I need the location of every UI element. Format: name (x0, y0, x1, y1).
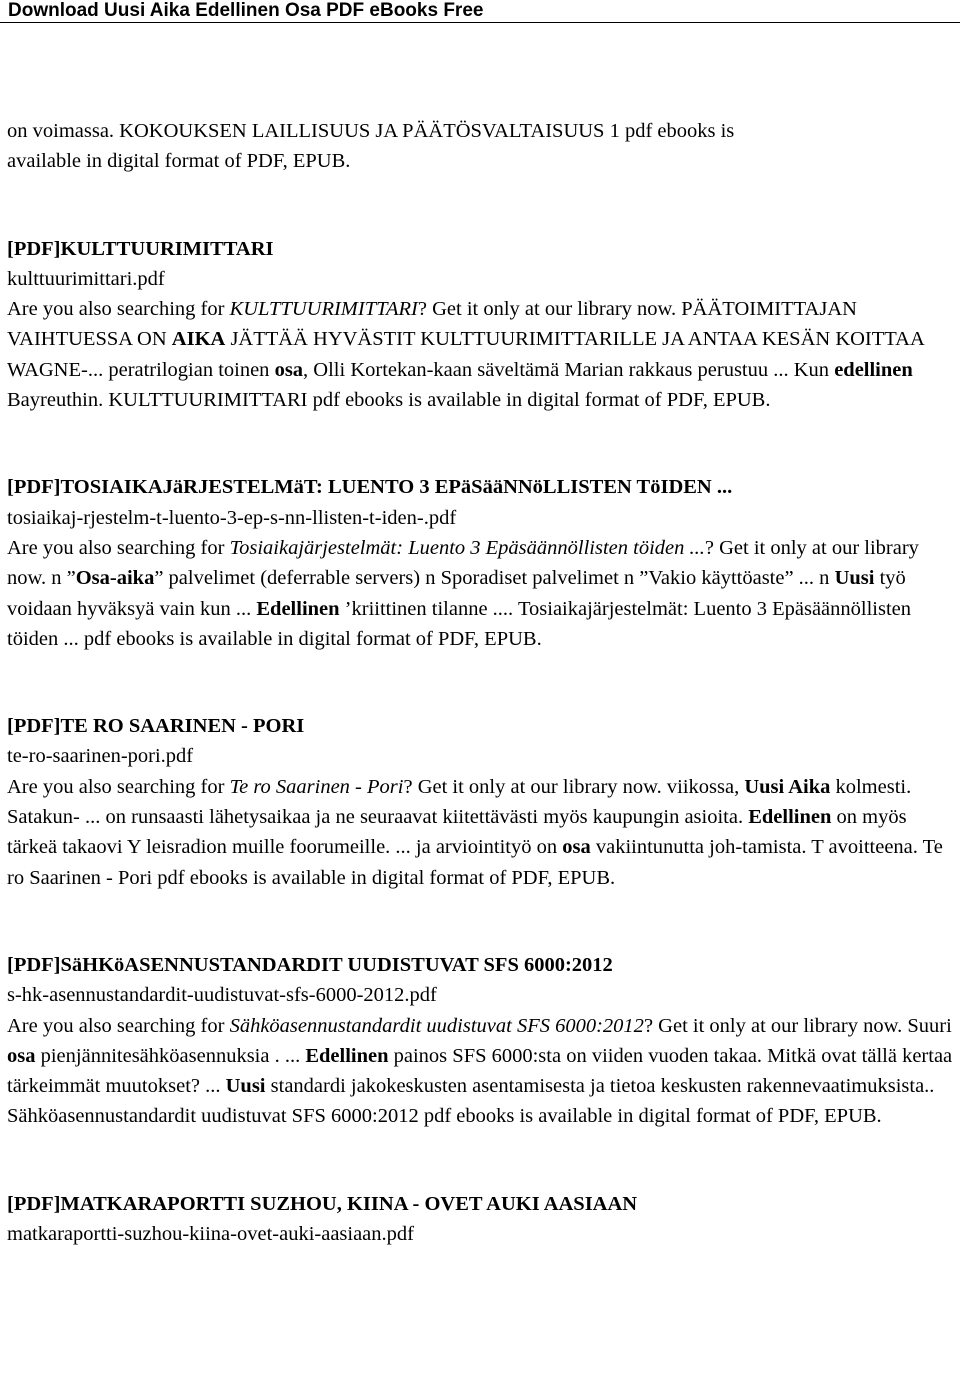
intro-line-1: on voimassa. KOKOUKSEN LAILLISUUS JA PÄÄTÖSVALTAISUUS 1 pdf ebooks is (7, 120, 735, 142)
entry-description: Are you also searching for Tosiaikajärjestelmät: Luento 3 Epäsäännöllisten töiden ...? Get it only at our library now. n ”Osa-aika” palvelimet (deferrable servers) n Sporadiset palvelimet n ”Vakio käyttöaste” ... n Uusi työ voidaan hyväksyä vain kun ... Edellinen ’kriittinen tilanne .... Tosiaikajärjestelmät: Luento 3 Epäsäännöllisten töiden ... pdf ebooks is available in digital format of PDF, EPUB. (7, 536, 919, 650)
search-term: KULTTUURIMITTARI (229, 298, 418, 321)
entry-title[interactable]: [PDF]SäHKöASENNUSTANDARDIT UUDISTUVAT SFS 6000:2012 (7, 953, 613, 976)
entry-filename: te-ro-saarinen-pori.pdf (7, 745, 194, 768)
entry-description: Are you also searching for Te ro Saarinen - Pori? Get it only at our library now. viikossa, Uusi Aika kolmesti. Satakun- ... on runsaasti lähetysaikaa ja ne seuraavat kiitettävästi myös kaupungin asioita. Edellinen on myös tärkeä takaovi Y leisradion muille foorumeille. ... ja arviointityö on osa vakiintunutta joh-tamista. T avoitteena. Te ro Saarinen - Pori pdf ebooks is available in digital format of PDF, EPUB. (7, 775, 943, 889)
entry-kulttuurimittari (7, 234, 953, 416)
entry-matkaraportti (7, 1189, 953, 1250)
search-term: Sähköasennustandardit uudistuvat SFS 6000:2012 (229, 1014, 644, 1037)
intro-paragraph (7, 116, 953, 177)
search-term: Te ro Saarinen - Pori (229, 775, 404, 798)
search-term: Tosiaikajärjestelmät: Luento 3 Epäsäännöllisten töiden ... (229, 536, 705, 559)
header-title: Download Uusi Aika Edellinen Osa PDF eBooks Free (8, 0, 484, 21)
entry-tero-saarinen (7, 711, 953, 893)
entry-filename: kulttuurimittari.pdf (7, 267, 165, 290)
entry-title[interactable]: [PDF]MATKARAPORTTI SUZHOU, KIINA - OVET AUKI AASIAAN (7, 1192, 638, 1215)
intro-line-2: available in digital format of PDF, EPUB. (7, 150, 351, 173)
entry-title[interactable]: [PDF]TE RO SAARINEN - PORI (7, 715, 305, 738)
entry-description: Are you also searching for KULTTUURIMITTARI? Get it only at our library now. PÄÄTOIMITTAJAN VAIHTUESSA ON AIKA JÄTTÄÄ HYVÄSTIT KULTTUURIMITTARILLE JA ANTAA KESÄN KOITTAA WAGNE-... peratrilogian toinen osa, Olli Kortekan-kaan säveltämä Marian rakkaus perustuu ... Kun edellinen Bayreuthin. KULTTUURIMITTARI pdf ebooks is available in digital format of PDF, EPUB. (7, 298, 924, 412)
entry-filename: matkaraportti-suzhou-kiina-ovet-auki-aasiaan.pdf (7, 1223, 414, 1246)
document-body (0, 116, 960, 1249)
entry-filename: tosiaikaj-rjestelm-t-luento-3-ep-s-nn-llisten-t-iden-.pdf (7, 506, 457, 529)
entry-title[interactable]: [PDF]KULTTUURIMITTARI (7, 237, 274, 260)
entry-sahkoasennustandardit (7, 950, 953, 1132)
entry-title[interactable]: [PDF]TOSIAIKAJäRJESTELMäT: LUENTO 3 EPäSääNNöLLISTEN TöIDEN ... (7, 476, 733, 499)
entry-tosiaikajarjestelmat (7, 472, 953, 654)
page-header (0, 0, 960, 23)
entry-filename: s-hk-asennustandardit-uudistuvat-sfs-6000-2012.pdf (7, 984, 437, 1007)
entry-description: Are you also searching for Sähköasennustandardit uudistuvat SFS 6000:2012? Get it only at our library now. Suuri osa pienjännitesähköasennuksia . ... Edellinen painos SFS 6000:sta on viiden vuoden takaa. Mitkä ovat tällä kertaa tärkeimmät muutokset? ... Uusi standardi jakokeskusten asentamisesta ja tietoa keskusten rakennevaatimuksista.. Sähköasennustandardit uudistuvat SFS 6000:2012 pdf ebooks is available in digital format of PDF, EPUB. (7, 1014, 953, 1128)
